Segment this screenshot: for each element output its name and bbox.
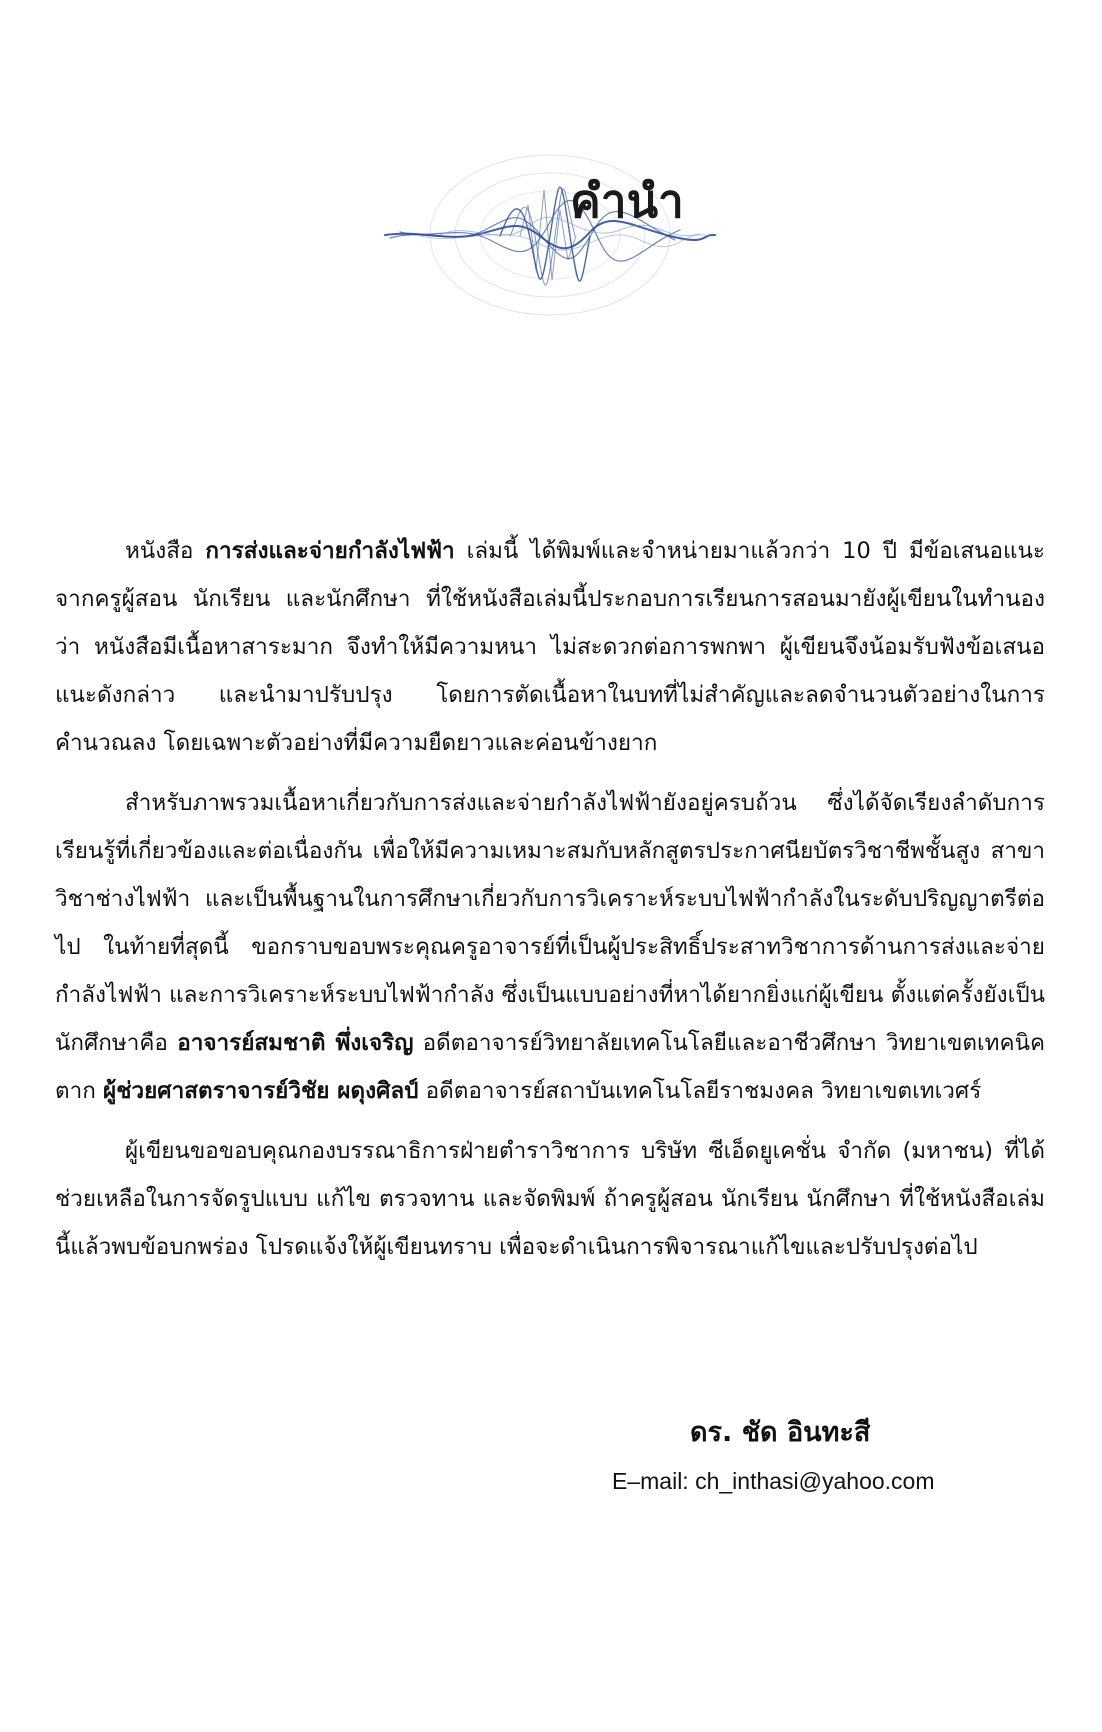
teacher-name-1: อาจารย์สมชาติ พึ่งเจริญ [177,1030,414,1056]
paragraph-1 [55,527,1045,767]
author-email: E–mail: ch_inthasi@yahoo.com [612,1468,935,1494]
paragraph-3: ผู้เขียนขอขอบคุณกองบรรณาธิการฝ่ายตำราวิชาการ บริษัท ซีเอ็ดยูเคชั่น จำกัด (มหาชน) ที่ได้ช่วยเหลือในการจัดรูปแบบ แก้ไข ตรวจทาน และจัดพิมพ์ ถ้าครูผู้สอน นักเรียน นักศึกษา ที่ใช้หนังสือเล่มนี้แล้วพบข้อบกพร่อง โปรดแจ้งให้ผู้เขียนทราบ เพื่อจะดำเนินการพิจารณาแก้ไขและปรับปรุงต่อไป [55,1138,1045,1260]
page-title: คำนำ [570,174,684,228]
paragraph-1-lead: หนังสือ [125,538,206,564]
paragraph-2-text-b: อดีตอาจารย์วิทยาลัยเทคโนโลยีและอาชีวศึกษา วิทยาเขตเทคนิคตาก [55,1030,1045,1104]
teacher-name-2: ผู้ช่วยศาสตราจารย์วิชัย ผดุงศิลป์ [103,1078,419,1104]
paragraph-2 [55,779,1045,1115]
paragraph-1-text: เล่มนี้ ได้พิมพ์และจำหน่ายมาแล้วกว่า 10 ปี มีข้อเสนอแนะจากครูผู้สอน นักเรียน และนักศึกษา ที่ใช้หนังสือเล่มนี้ประกอบการเรียนการสอนมายังผู้เขียนในทำนองว่า หนังสือมีเนื้อหาสาระมาก จึงทำให้มีความหนา ไม่สะดวกต่อการพกพา ผู้เขียนจึงน้อมรับฟังข้อเสนอแนะดังกล่าว และนำมาปรับปรุง โดยการตัดเนื้อหาในบทที่ไม่สำคัญและลดจำนวนตัวอย่างในการคำนวณลง โดยเฉพาะตัวอย่างที่มีความยืดยาวและค่อนข้างยาก [55,538,1045,756]
preface-header [380,150,720,350]
paragraph-2-text-c: อดีตอาจารย์สถาบันเทคโนโลยีราชมงคล วิทยาเขตเทเวศร์ [418,1078,982,1104]
author-name: ดร. ชัด อินทะสี [690,1417,871,1448]
preface-body [55,527,1045,1283]
book-title: การส่งและจ่ายกำลังไฟฟ้า [205,538,455,564]
paragraph-2-text-a: สำหรับภาพรวมเนื้อหาเกี่ยวกับการส่งและจ่ายกำลังไฟฟ้ายังอยู่ครบถ้วน ซึ่งได้จัดเรียงลำดับการเรียนรู้ที่เกี่ยวข้องและต่อเนื่องกัน เพื่อให้มีความเหมาะสมกับหลักสูตรประกาศนียบัตรวิชาชีพชั้นสูง สาขาวิชาช่างไฟฟ้า และเป็นพื้นฐานในการศึกษาเกี่ยวกับการวิเคราะห์ระบบไฟฟ้ากำลังในระดับปริญญาตรีต่อไป ในท้ายที่สุดนี้ ขอกราบขอบพระคุณครูอาจารย์ที่เป็นผู้ประสิทธิ์ประสาทวิชาการด้านการส่งและจ่ายกำลังไฟฟ้า และการวิเคราะห์ระบบไฟฟ้ากำลัง ซึ่งเป็นแบบอย่างที่หาได้ยากยิ่งแก่ผู้เขียน ตั้งแต่ครั้งยังเป็นนักศึกษาคือ [55,790,1045,1056]
